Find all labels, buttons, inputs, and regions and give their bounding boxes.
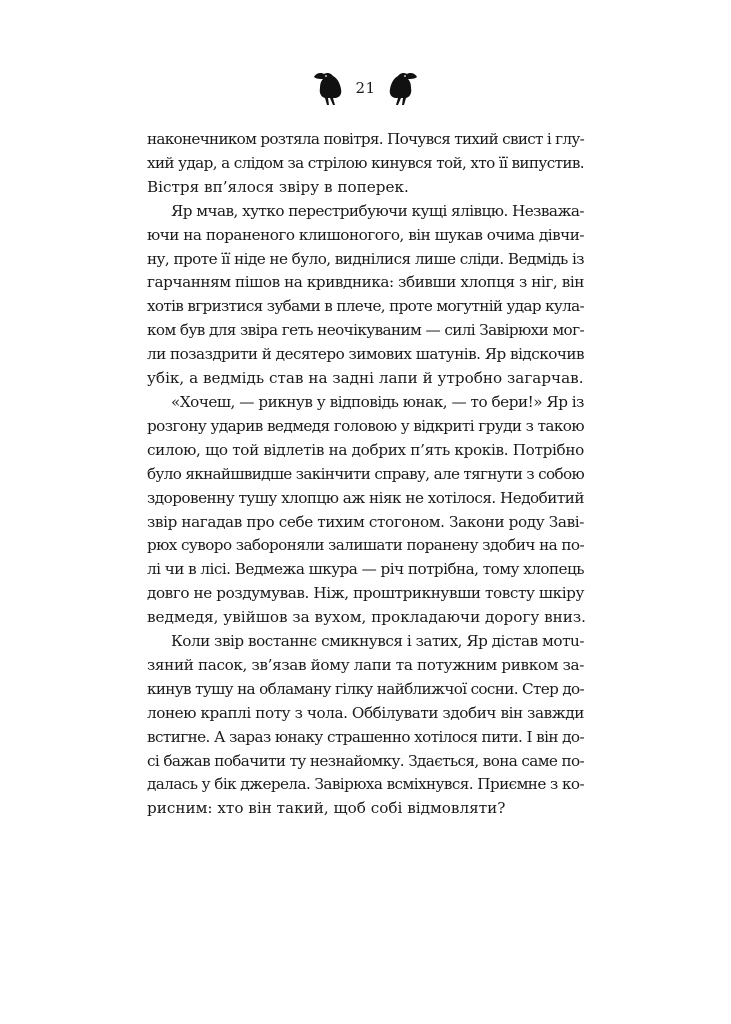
text-line: хий удар, а слідом за стрілою кинувся той, хто її випустив. bbox=[147, 153, 584, 172]
text-line: лонею краплі поту з чола. Оббілувати здобич він завжди bbox=[147, 703, 584, 722]
text-line: ком був для звіра геть неочікуваним — силі Завірюхи мог- bbox=[147, 321, 584, 340]
text-line: звір нагадав про себе тихим стогоном. Закони роду Заві- bbox=[147, 512, 584, 531]
text-line: лі чи в лісі. Ведмежа шкура — річ потрібна, тому хлопець bbox=[147, 560, 584, 579]
text-line: гарчанням пішов на кривдника: збивши хлопця з ніг, він bbox=[147, 273, 584, 292]
crow-left-icon bbox=[311, 69, 345, 107]
text-line: здоровенну тушу хлопцю аж ніяк не хотілося. Недобитий bbox=[147, 488, 584, 507]
text-line: розгону ударив ведмедя головою у відкриті груди з такою bbox=[147, 416, 584, 435]
text-line: Коли звір востаннє смикнувся і затих, Яр дістав мотu- bbox=[171, 632, 584, 651]
text-line: ну, проте її ніде не було, виднілися лише сліди. Ведмідь із bbox=[147, 249, 584, 268]
text-line: сі бажав побачити ту незнайомку. Здається, вона саме по- bbox=[147, 751, 584, 770]
text-line: «Хочеш, — рикнув у відповідь юнак, — то бери!» Яр із bbox=[171, 392, 584, 411]
page-number: 21 bbox=[355, 79, 376, 97]
text-line: наконечником розтяла повітря. Почувся тихий свист і глу- bbox=[147, 130, 584, 148]
text-line: кинув тушу на обламану гілку найближчої сосни. Стер до- bbox=[147, 679, 584, 698]
text-line: було якнайшвидше закінчити справу, але тягнути з собою bbox=[147, 464, 584, 483]
crow-right-icon bbox=[386, 69, 420, 107]
text-line: силою, що той відлетів на добрих п’ять кроків. Потрібно bbox=[147, 440, 584, 459]
text-line: встигне. А зараз юнаку страшенно хотілося пити. І він до- bbox=[147, 727, 584, 746]
text-line: ведмедя, увійшов за вухом, прокладаючи дорогу вниз. bbox=[147, 608, 587, 627]
text-line: хотів вгризтися зубами в плече, проте могутній удар кула- bbox=[147, 297, 584, 316]
body-text bbox=[147, 128, 587, 821]
text-line: зяний пасок, зв’язав йому лапи та потужним ривком за- bbox=[147, 655, 584, 674]
text-line: ли позаздрити й десятеро зимових шатунів. Яр відскочив bbox=[147, 345, 584, 364]
text-line: ючи на пораненого клишоногого, він шукав очима дівчи- bbox=[147, 225, 584, 244]
page-header bbox=[0, 68, 731, 108]
text-line: далась у бік джерела. Завірюха всміхнувся. Приємне з ко- bbox=[147, 775, 585, 794]
text-line: рюх суворо забороняли залишати поранену здобич на по- bbox=[147, 536, 584, 555]
text-line: Яр мчав, хутко перестрибуючи кущі ялівцю. Незважа- bbox=[171, 201, 584, 220]
text-line: рисним: хто він такий, щоб собі відмовляти? bbox=[147, 799, 506, 818]
text-line: Вістря вп’ялося звіру в поперек. bbox=[147, 177, 409, 196]
text-line: довго не роздумував. Ніж, проштрикнувши товсту шкіру bbox=[147, 584, 584, 603]
text-line: убік, а ведмідь став на задні лапи й утробно загарчав. bbox=[147, 369, 584, 388]
